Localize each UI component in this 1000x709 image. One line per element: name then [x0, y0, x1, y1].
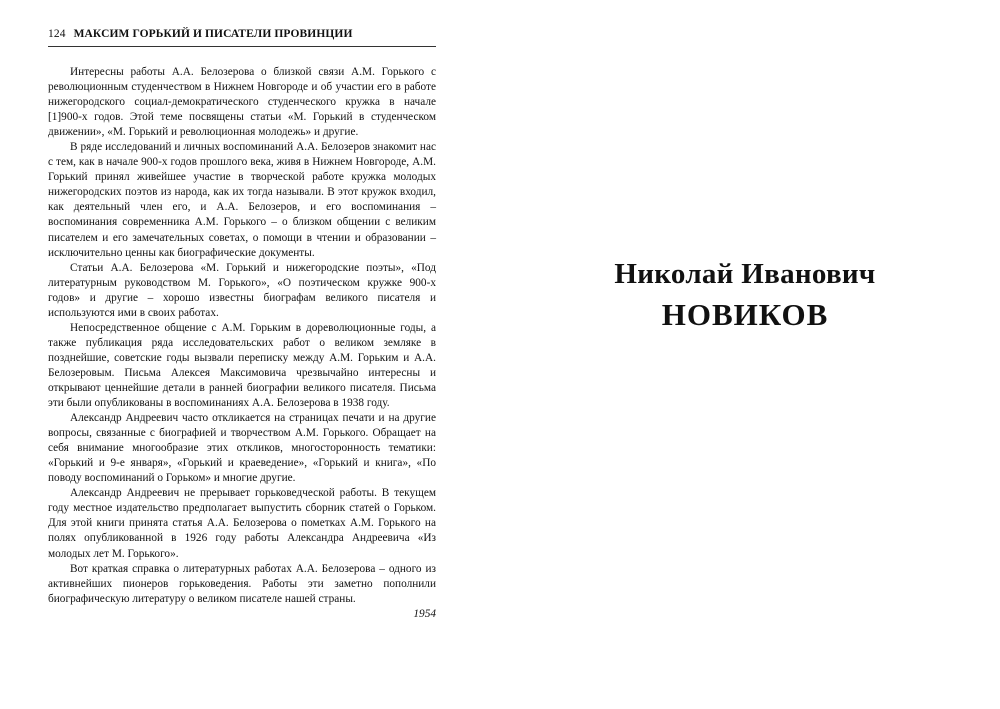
author-surname: НОВИКОВ: [661, 297, 829, 332]
paragraph: Александр Андреевич не прерывает горьковедческой работы. В текущем году местное издательство предполагает выпустить сборник статей о Горьком. Для этой книги принята статья А.А. Белозерова о пометках А.М. Горького на полях опубликованной в 1926 году работы Александра Андреевича «Из молодых лет М. Горького».: [48, 487, 436, 560]
running-title: МАКСИМ ГОРЬКИЙ И ПИСАТЕЛИ ПРОВИНЦИИ: [73, 28, 353, 40]
body-text: [48, 65, 436, 622]
paragraph: Статьи А.А. Белозерова «М. Горький и нижегородские поэты», «Под литературным руководством М. Горького», «О поэтическом кружке 900-х годов» и другие – хорошо известны биографам великого писателя и используются ими в своих работах.: [48, 261, 436, 319]
paragraph: В ряде исследований и личных воспоминаний А.А. Белозеров знакомит нас с тем, как в начале 900-х годов прошлого века, живя в Нижнем Новгороде, А.М. Горький принял живейшее участие в творческой работе кружка молодых нижегородских поэтов из народа, как их тогда называли. В этот кружок входил, как деятельный член его, и А.А. Белозеров, и его воспоминания – воспоминания современника А.М. Горького – о близком общении с великим писателем и его замечательных советах, о помощи в чтении и образовании – исключительно ценны как биографические документы.: [48, 141, 436, 259]
paragraph: Вот краткая справка о литературных работах А.А. Белозерова – одного из активнейших пионеров горьковедения. Работы эти заметно пополнили биографическую литературу о великом писателе нашей страны.: [48, 562, 436, 605]
author-first-names: Николай Иванович: [614, 258, 876, 290]
page-number: 124: [48, 28, 66, 40]
left-page: [48, 28, 436, 622]
running-head: [48, 28, 436, 47]
right-page: [575, 256, 915, 335]
paragraph: Непосредственное общение с А.М. Горьким в дореволюционные годы, а также публикация ряда исследовательских работ о великом земляке в позднейшие, советские годы вызвали переписку между А.М. Горьким и А.А. Белозеровым. Письма Алексея Максимовича чрезвычайно интересны и открывают ценнейшие детали в ранней биографии великого писателя. Письма эти были опубликованы в воспоминаниях А.А. Белозерова в 1938 году.: [48, 321, 436, 410]
paragraph: Интересны работы А.А. Белозерова о близкой связи А.М. Горького с революционным студенчеством в Нижнем Новгороде и об участии его в работе нижегородского социал-демократического студенческого кружка в начале [1]900-х годов. Этой теме посвящены статьи «М. Горький в студенческом движении», «М. Горький и революционная молодежь» и другие.: [48, 66, 436, 139]
paragraph: Александр Андреевич часто откликается на страницах печати и на другие вопросы, связанные с биографией и творчеством А.М. Горького. Обращает на себя внимание многообразие этих откликов, многосторонность тематики: «Горький и 9-е января», «Горький и краеведение», «Горький и книга», «По поводу воспоминаний о Горьком» и многие другие.: [48, 412, 436, 485]
date-line: 1954: [413, 607, 436, 620]
